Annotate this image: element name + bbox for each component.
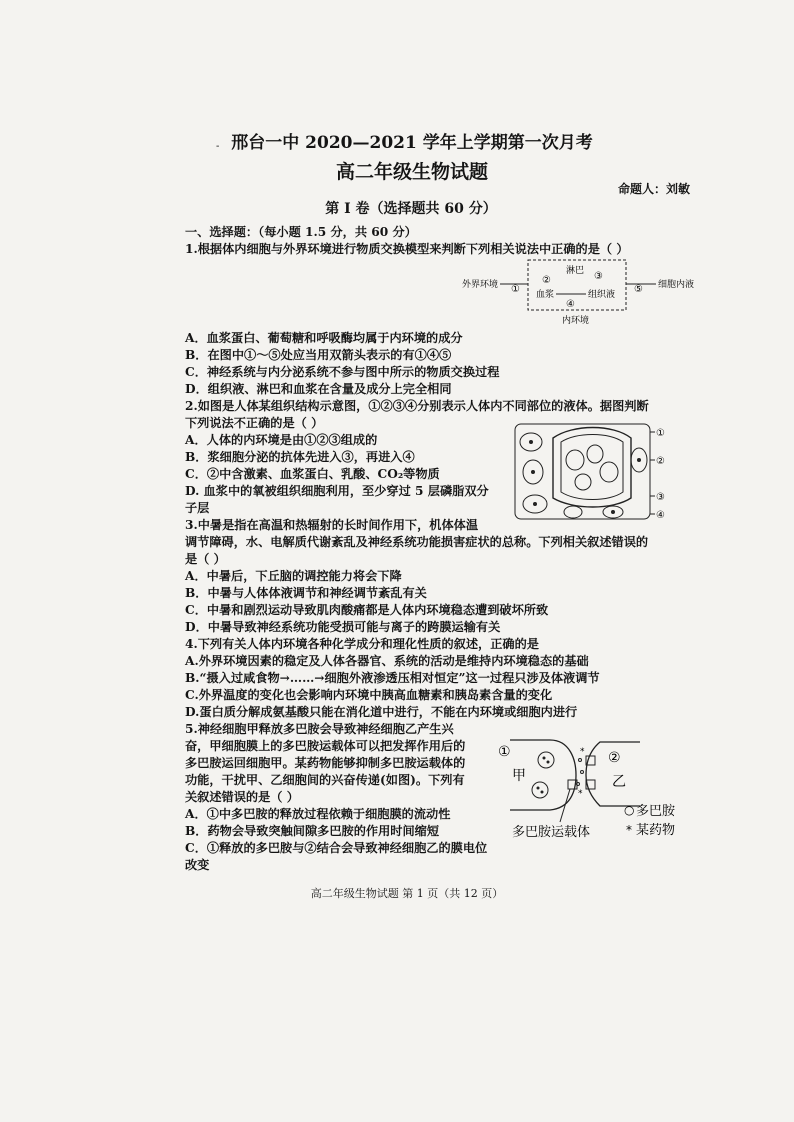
- q2-stem-line1: 2.如图是人体某组织结构示意图，①②③④分别表示人体内不同部位的液体。据图判断: [185, 399, 649, 413]
- exam-subtitle: 高二年级生物试题: [335, 161, 488, 183]
- q2-option-c: C．②中含激素、血浆蛋白、乳酸、CO₂等物质: [185, 467, 440, 481]
- scan-mark: -: [216, 141, 220, 152]
- dopamine-dot: [581, 771, 584, 774]
- q4-option-c: C.外界温度的变化也会影响内环境中胰高血糖素和胰岛素含量的变化: [185, 688, 553, 702]
- q5-option-c-cont: 改变: [185, 858, 210, 872]
- q4-stem: 4.下列有关人体内环境各种化学成分和理化性质的叙述，正确的是: [185, 637, 539, 651]
- blood-cell: [587, 445, 603, 463]
- drug-mark: *: [578, 789, 583, 799]
- blood-cell: [566, 450, 584, 470]
- dopamine-dot: [541, 791, 544, 794]
- q5-stem-line5: 关叙述错误的是（ ）: [185, 790, 299, 804]
- dopamine-dot: [579, 759, 582, 762]
- drug-legend-symbol: *: [626, 823, 632, 837]
- q2-option-a: A．人体的内环境是由①②③组成的: [185, 433, 378, 447]
- dopamine-legend: 多巴胺: [636, 804, 676, 819]
- leader-line: [560, 789, 570, 822]
- marker-2: ②: [608, 750, 621, 766]
- blood-cell: [600, 462, 618, 482]
- nucleus: [531, 470, 535, 474]
- q1-stem: 1.根据体内细胞与外界环境进行物质交换模型来判断下列相关说法中正确的是（ ）: [185, 242, 629, 256]
- marker-1: ①: [511, 284, 520, 295]
- dopamine-dot: [547, 761, 550, 764]
- dopamine-dot: [543, 757, 546, 760]
- lymph-vessel: [564, 506, 582, 518]
- q3-stem-line1: 3.中暑是指在高温和热辐射的长时间作用下，机体体温: [185, 518, 479, 532]
- q5-stem-line3: 多巴胺运回细胞甲。某药物能够抑制多巴胺运载体的: [185, 756, 466, 770]
- q3-option-a: A．中暑后，下丘脑的调控能力将会下降: [185, 569, 402, 583]
- label-4: ④: [656, 510, 665, 521]
- q1-option-c: C．神经系统与内分泌系统不参与图中所示的物质交换过程: [185, 365, 500, 379]
- nucleus: [533, 502, 537, 506]
- q5-stem-line4: 功能，干扰甲、乙细胞间的兴奋传递(如图)。下列有: [185, 773, 465, 787]
- internal-env-label: 内环境: [562, 316, 590, 326]
- q5-stem-line1: 5.神经细胞甲释放多巴胺会导致神经细胞乙产生兴: [185, 722, 454, 736]
- nucleus: [637, 458, 641, 462]
- marker-4: ④: [566, 299, 575, 310]
- part-intro: 一、选择题：（每小题 1.5 分，共 60 分）: [185, 225, 417, 239]
- q5-option-c: C．①释放的多巴胺与②结合会导致神经细胞乙的膜电位: [185, 841, 488, 855]
- q2-option-d: D. 血浆中的氧被组织细胞利用，至少穿过 5 层磷脂双分: [185, 484, 489, 498]
- marker-1: ①: [498, 744, 511, 760]
- capillary-lumen: [561, 435, 623, 500]
- q2-option-d-cont: 子层: [185, 501, 210, 515]
- q5-synapse-diagram: [490, 730, 690, 845]
- blood-cell: [575, 474, 591, 490]
- nucleus: [529, 440, 533, 444]
- q1-exchange-diagram: [460, 257, 740, 327]
- nucleus: [611, 510, 615, 514]
- cell-a-label: 甲: [512, 768, 526, 784]
- vesicle: [538, 752, 554, 768]
- q4-option-d: D.蛋白质分解成氨基酸只能在消化道中进行，不能在内环境或细胞内进行: [185, 705, 578, 719]
- q2-stem-line2: 下列说法不正确的是（ ）: [185, 416, 324, 430]
- q3-option-d: D．中暑导致神经系统功能受损可能与离子的跨膜运输有关: [185, 620, 501, 634]
- tissue-fluid-label: 组织液: [588, 290, 616, 300]
- plasma-label: 血浆: [536, 290, 555, 300]
- q5-option-b: B．药物会导致突触间隙多巴胺的作用时间缩短: [185, 824, 440, 838]
- cell-b-label: 乙: [612, 774, 626, 790]
- q3-stem-line2: 调节障碍，水、电解质代谢紊乱及神经系统功能损害症状的总称。下列相关叙述错误的: [185, 535, 649, 549]
- dopamine-legend-symbol: ○: [624, 803, 635, 817]
- label-3: ③: [656, 492, 665, 503]
- label-2: ②: [656, 456, 665, 467]
- cell-inner-label: 细胞内液: [658, 280, 695, 290]
- q4-option-b: B.“摄入过咸食物→……→细胞外液渗透压相对恒定”这一过程只涉及体液调节: [185, 671, 600, 685]
- transporter-label: 多巴胺运载体: [512, 825, 591, 840]
- section-heading: 第 I 卷（选择题共 60 分）: [325, 201, 497, 217]
- marker-5: ⑤: [634, 284, 643, 295]
- drug-legend: 某药物: [636, 823, 676, 838]
- outer-env-label: 外界环境: [462, 280, 499, 290]
- q1-option-a: A．血浆蛋白、葡萄糖和呼吸酶均属于内环境的成分: [185, 331, 463, 345]
- exam-title: 邢台一中 2020—2021 学年上学期第一次月考: [231, 133, 593, 153]
- q5-option-a: A．①中多巴胺的释放过程依赖于细胞膜的流动性: [185, 807, 451, 821]
- vesicle: [532, 782, 548, 798]
- q3-option-b: B．中暑与人体体液调节和神经调节紊乱有关: [185, 586, 427, 600]
- q1-option-b: B．在图中①～⑤处应当用双箭头表示的有①④⑤: [185, 348, 452, 362]
- page-footer: 高二年级生物试题 第 1 页（共 12 页）: [310, 887, 504, 900]
- drug-mark: *: [580, 747, 585, 757]
- q2-option-b: B．浆细胞分泌的抗体先进入③，再进入④: [185, 450, 415, 464]
- q3-option-c: C．中暑和剧烈运动导致肌肉酸痛都是人体内环境稳态遭到破坏所致: [185, 603, 549, 617]
- author-line: 命题人：刘敏: [617, 182, 690, 196]
- dopamine-dot: [537, 787, 540, 790]
- q1-option-d: D．组织液、淋巴和血浆在含量及成分上完全相同: [185, 382, 452, 396]
- label-1: ①: [656, 428, 665, 439]
- q5-stem-line2: 奋，甲细胞膜上的多巴胺运载体可以把发挥作用后的: [185, 739, 466, 753]
- q3-stem-line3: 是（ ）: [185, 552, 226, 566]
- q2-tissue-diagram: [513, 420, 673, 525]
- marker-3: ③: [594, 271, 603, 282]
- marker-2: ②: [542, 275, 551, 286]
- q4-option-a: A.外界环境因素的稳定及人体各器官、系统的活动是维持内环境稳态的基础: [185, 654, 589, 668]
- lymph-label: 淋巴: [566, 266, 585, 276]
